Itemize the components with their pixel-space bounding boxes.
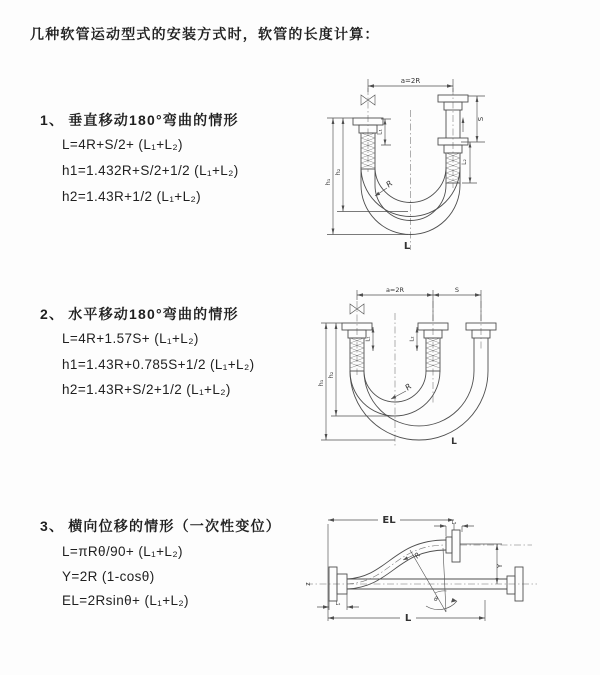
dim-l1 <box>377 119 392 145</box>
section-heading-text: 水平移动180°弯曲的情形 <box>68 306 239 322</box>
radius-callout <box>403 551 422 560</box>
radius-label: R <box>413 551 423 561</box>
section-number: 3、 <box>40 518 65 534</box>
section-number: 2、 <box>40 306 65 322</box>
length-label: L <box>451 437 457 447</box>
dim-label-s: S <box>454 286 460 294</box>
dim-label-a2r: a=2R <box>385 286 405 294</box>
section-heading-text: 横向位移的情形（一次性变位） <box>68 518 281 534</box>
radius-label: R <box>403 381 414 393</box>
flange-top-right <box>446 530 460 562</box>
dim-label-a2r: a=2R <box>400 77 421 85</box>
formula-line: EL=2Rsinθ+ (L₁+L₂) <box>62 593 189 608</box>
dim-label-l1: L₁ <box>365 336 372 342</box>
formula-line: h2=1.43R+1/2 (L₁+L₂) <box>62 189 202 204</box>
dim-l1 <box>317 594 359 610</box>
section-2-heading <box>40 304 239 324</box>
dim-l2 <box>461 142 471 183</box>
angle-label: θ <box>434 596 438 603</box>
formula-line: h1=1.432R+S/2+1/2 (L₁+L₂) <box>62 163 239 178</box>
dim-length <box>328 600 485 624</box>
dim-label-el: EL <box>382 515 396 526</box>
dim-label-l1: L₁ <box>376 129 384 135</box>
section-1-heading <box>40 110 239 130</box>
dim-label-s: S <box>477 116 485 122</box>
diagram-vertical-180-bend <box>313 72 600 263</box>
dim-label-l2: L₂ <box>451 520 457 526</box>
section-heading-text: 垂直移动180°弯曲的情形 <box>68 112 239 128</box>
formula-line: L=πRθ/90+ (L₁+L₂) <box>62 544 183 559</box>
dim-label-h2: h₂ <box>327 371 335 379</box>
length-label: L <box>404 613 412 624</box>
dim-h2 <box>327 323 393 416</box>
axis-label: Z <box>306 582 312 586</box>
dim-label-h1: h₁ <box>324 178 332 186</box>
diagram-lateral-displacement <box>300 500 600 650</box>
page-title: 几种软管运动型式的安装方式时，软管的长度计算： <box>30 26 380 42</box>
centerlines <box>368 88 453 250</box>
dim-stroke <box>461 96 485 183</box>
dim-label-l1: L₁ <box>335 601 341 607</box>
formula-line: h1=1.43R+0.785S+1/2 (L₁+L₂) <box>62 357 255 372</box>
formula-line: L=4R+1.57S+ (L₁+L₂) <box>62 331 199 346</box>
dim-label-h2: h₂ <box>334 168 342 176</box>
formula-line: L=4R+S/2+ (L₁+L₂) <box>62 137 183 152</box>
dim-l2 <box>410 327 419 351</box>
dim-label-l2: L₂ <box>409 336 416 342</box>
dim-h1 <box>317 323 395 440</box>
diagram-horizontal-180-bend <box>313 283 600 460</box>
dim-label-l2: L₂ <box>461 159 468 165</box>
section-number: 1、 <box>40 112 65 128</box>
formula-line: h2=1.43R+S/2+1/2 (L₁+L₂) <box>62 382 231 397</box>
radius-callout <box>391 382 413 399</box>
dim-width <box>368 77 453 92</box>
formula-line: Y=2R (1-cosθ) <box>62 569 155 584</box>
dim-y <box>460 544 504 584</box>
hose-arcs <box>350 371 488 440</box>
section-3-heading <box>40 516 281 536</box>
radius-label: R <box>384 178 395 190</box>
length-label: L <box>403 241 411 252</box>
movement-arrow <box>462 117 465 132</box>
dim-label-y: Y <box>496 563 504 569</box>
dim-l1 <box>366 327 375 351</box>
dim-width <box>357 286 481 321</box>
dim-label-h1: h₁ <box>317 379 325 387</box>
